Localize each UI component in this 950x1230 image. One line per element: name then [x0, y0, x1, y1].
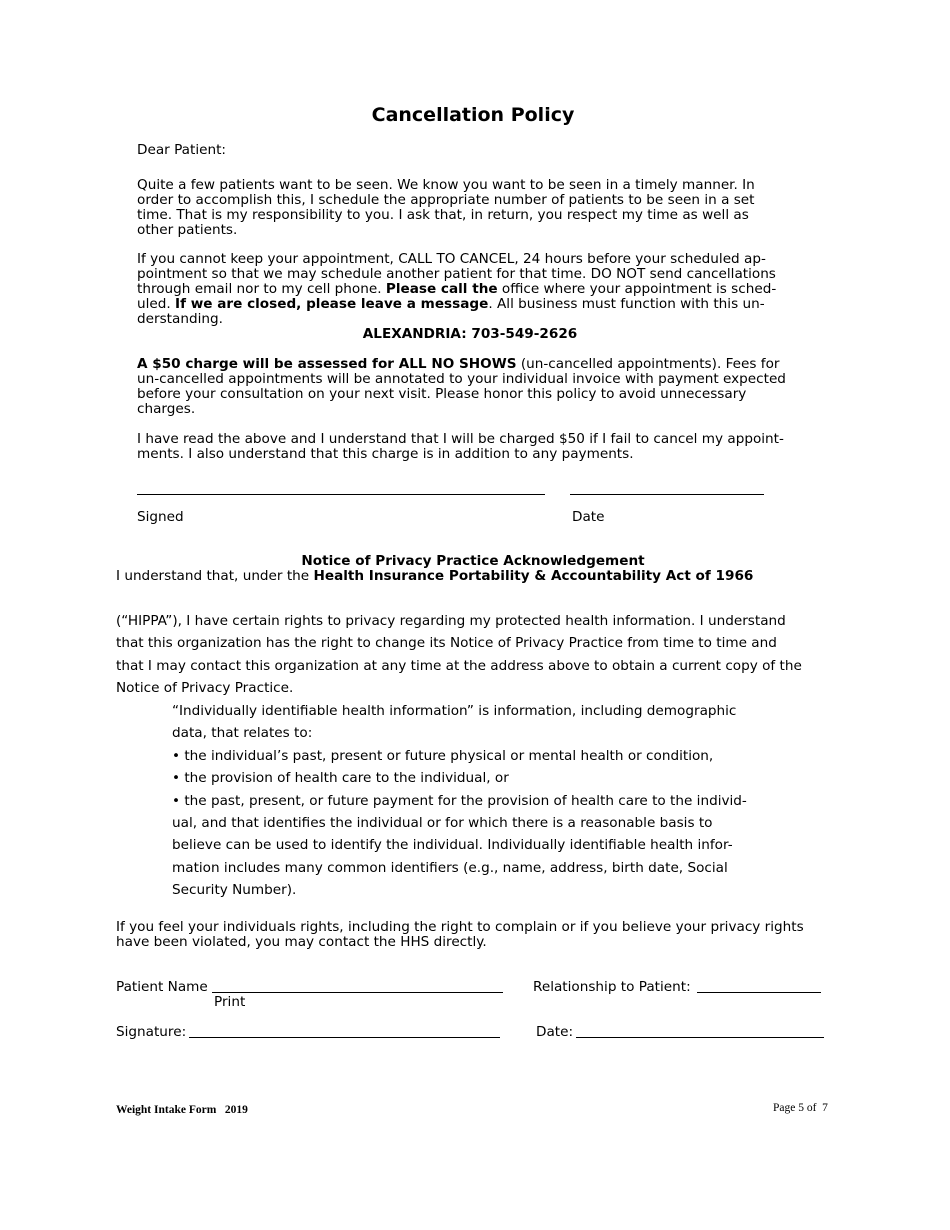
- footer-form-name: Weight Intake Form 2019: [116, 1104, 248, 1116]
- text-line: through email nor to my cell phone. Please call the office where your appointment is sched-: [137, 281, 777, 297]
- call-office-emphasis: Please call the: [385, 281, 498, 297]
- hipaa-act-name: Health Insurance Portability & Accountability Act of 1966: [313, 568, 754, 584]
- cancellation-paragraph-1: [137, 178, 817, 238]
- cancellation-paragraph-2: [137, 252, 817, 327]
- leave-message-emphasis: If we are closed, please leave a message: [175, 296, 489, 312]
- salutation: Dear Patient:: [137, 142, 226, 158]
- signature-line[interactable]: [137, 494, 545, 495]
- text-line: Security Number).: [172, 882, 297, 899]
- text-line: Quite a few patients want to be seen. We know you want to be seen in a timely manner. In: [137, 177, 755, 193]
- relationship-label: Relationship to Patient:: [533, 979, 691, 995]
- text-line: pointment so that we may schedule another patient for that time. DO NOT send cancellations: [137, 266, 776, 282]
- phi-definition: [172, 700, 772, 902]
- date-line[interactable]: [570, 494, 764, 495]
- bullet-item: • the individual’s past, present or future physical or mental health or condition,: [172, 747, 714, 764]
- text-line: before your consultation on your next visit. Please honor this policy to avoid unnecessary: [137, 386, 747, 402]
- text-line: mation includes many common identifiers (e.g., name, address, birth date, Social: [172, 859, 728, 876]
- text-line: (“HIPPA”), I have certain rights to privacy regarding my protected health information. I understand: [116, 613, 786, 629]
- bullet-item: • the provision of health care to the individual, or: [172, 770, 509, 787]
- signature-label: Signature:: [116, 1024, 187, 1040]
- print-label: Print: [214, 994, 246, 1010]
- text-line: believe can be used to identify the individual. Individually identifiable health infor-: [172, 837, 733, 854]
- signed-label: Signed: [137, 509, 184, 525]
- text-line: time. That is my responsibility to you. I ask that, in return, you respect my time as well as: [137, 207, 749, 223]
- no-show-charge-paragraph: [137, 357, 817, 417]
- office-phone: ALEXANDRIA: 703-549-2626: [362, 326, 578, 342]
- patient-name-line[interactable]: [212, 979, 503, 993]
- signature-date-label: Date:: [536, 1024, 574, 1040]
- text-line: If you cannot keep your appointment, CALL TO CANCEL, 24 hours before your scheduled ap-: [137, 251, 766, 267]
- patient-signature-line[interactable]: [189, 1024, 500, 1038]
- text-line: ual, and that identifies the individual or for which there is a reasonable basis to: [172, 815, 713, 832]
- no-show-charge-emphasis: A $50 charge will be assessed for ALL NO SHOWS: [137, 356, 517, 372]
- text-line: that I may contact this organization at any time at the address above to obtain a current copy of the: [116, 657, 802, 674]
- text-line: ments. I also understand that this charge is in addition to any payments.: [137, 446, 634, 462]
- hippa-paragraph: [116, 610, 838, 700]
- text-line: other patients.: [137, 222, 238, 238]
- text-line: charges.: [137, 401, 196, 417]
- acknowledgement-paragraph: [137, 432, 817, 462]
- privacy-heading: Notice of Privacy Practice Acknowledgement: [301, 553, 645, 569]
- date-label: Date: [572, 509, 605, 525]
- privacy-intro: I understand that, under the Health Insurance Portability & Accountability Act of 1966: [116, 568, 754, 584]
- rights-paragraph: [116, 920, 836, 950]
- text-line: “Individually identifiable health information” is information, including demographic: [172, 703, 737, 719]
- text-line: Notice of Privacy Practice.: [116, 680, 294, 697]
- text-line: order to accomplish this, I schedule the appropriate number of patients to be seen in a set: [137, 192, 755, 208]
- text-line: If you feel your individuals rights, including the right to complain or if you believe your privacy rights: [116, 919, 804, 935]
- footer-page-number: Page 5 of 7: [773, 1102, 828, 1114]
- patient-name-label: Patient Name: [116, 979, 208, 995]
- text-line: derstanding.: [137, 311, 223, 327]
- relationship-line[interactable]: [697, 979, 821, 993]
- page-title: Cancellation Policy: [371, 104, 575, 126]
- text-line: that this organization has the right to change its Notice of Privacy Practice from time to time and: [116, 635, 777, 652]
- text-line: data, that relates to:: [172, 725, 313, 742]
- text-line: un-cancelled appointments will be annotated to your individual invoice with payment expected: [137, 371, 786, 387]
- text-line: A $50 charge will be assessed for ALL NO SHOWS (un-cancelled appointments). Fees for: [137, 356, 780, 372]
- text-line: I have read the above and I understand that I will be charged $50 if I fail to cancel my appoint-: [137, 431, 784, 447]
- bullet-item: • the past, present, or future payment for the provision of health care to the individ-: [172, 792, 747, 809]
- signature-date-line[interactable]: [576, 1024, 824, 1038]
- text-line: have been violated, you may contact the HHS directly.: [116, 934, 487, 950]
- text-line: uled. If we are closed, please leave a message. All business must function with this un-: [137, 296, 765, 312]
